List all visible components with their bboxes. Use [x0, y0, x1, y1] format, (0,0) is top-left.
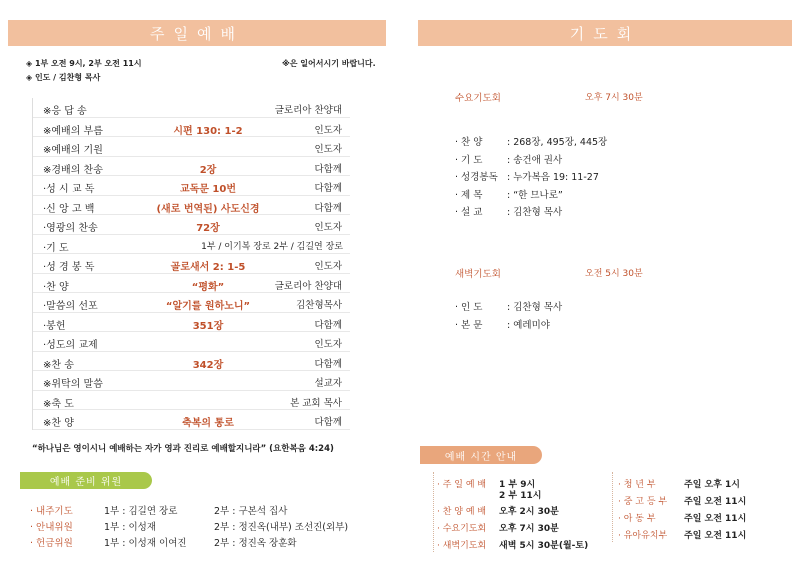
order-row	[33, 98, 350, 118]
wed-item-value: : 268장, 495장, 445장	[507, 137, 608, 148]
order-row	[33, 293, 350, 313]
order-item-content: “알기를 원하노니”	[165, 301, 251, 312]
order-item-responsible: 다함께	[314, 202, 342, 214]
service-time-line: ◈ 1부 오전 9시, 2부 오전 11시	[26, 59, 142, 68]
order-item-responsible: 인도자	[314, 339, 342, 350]
staff-label: · 안내위원	[30, 522, 73, 533]
wed-item-value: : 김찬형 목사	[507, 207, 563, 218]
wed-item-label: · 제 목	[455, 189, 483, 201]
order-row	[33, 196, 350, 216]
order-item-responsible: 인도자	[314, 222, 342, 233]
staff-second-service: 2부 : 정진옥 장훈화	[214, 538, 297, 549]
schedule-label: · 중 고 등 부	[618, 497, 668, 507]
order-item-content: 교독문 10번	[179, 184, 237, 195]
wed-item-label: · 설 교	[455, 207, 483, 218]
dawn-time: 오전 5시 30분	[585, 269, 643, 279]
schedule-label: · 새벽기도회	[437, 541, 487, 551]
schedule-time: 주일 오전 11시	[684, 514, 747, 524]
sunday-service-header: 주일예배	[8, 20, 386, 46]
staff-second-service: 2부 : 정진옥(내부) 조선진(외부)	[214, 522, 349, 533]
schedule-time: 오후 2시 30분	[499, 507, 559, 517]
wed-item-value: : 송건애 권사	[507, 154, 563, 166]
order-item-responsible: 글로리아 찬양대	[274, 280, 342, 292]
order-item-name: ※예배의 부름	[43, 125, 103, 137]
order-item-name: ·찬 양	[43, 281, 69, 293]
schedule-label: · 찬 양 예 배	[437, 507, 487, 517]
order-row	[33, 332, 350, 352]
order-item-responsible: 본 교회 목사	[290, 397, 342, 409]
schedule-row	[618, 494, 746, 507]
wed-item-label: · 기 도	[455, 154, 483, 166]
wed-item-value: : “한 므나로”	[507, 189, 563, 201]
schedule-label: · 수요기도회	[437, 524, 487, 534]
order-item-content: 1부 / 이기복 장로 2부 / 김길연 장로	[201, 241, 343, 252]
order-item-content: (새로 번역된) 사도신경	[156, 203, 260, 215]
schedule-time: 오후 7시 30분	[499, 524, 559, 534]
schedule-row	[618, 477, 740, 490]
schedule-time: 2 부 11시	[499, 491, 542, 501]
schedule-row	[437, 488, 541, 501]
order-item-responsible: 다함께	[314, 358, 342, 370]
schedule-time: 주일 오후 1시	[684, 480, 740, 490]
order-item-name: ※예배의 기원	[43, 145, 103, 156]
order-row	[33, 410, 350, 430]
order-row	[33, 274, 350, 294]
staff-title-badge: 예배 준비 위원	[20, 472, 152, 489]
order-item-responsible: 다함께	[314, 319, 342, 331]
staff-first-service: 1부 : 이성재 이여진	[104, 538, 187, 549]
order-item-name: ※응 답 송	[43, 106, 87, 117]
schedule-divider-right	[612, 472, 613, 542]
schedule-time: 주일 오전 11시	[684, 531, 747, 541]
wed-title: 수요기도회	[455, 93, 501, 104]
order-item-responsible: 김찬형목사	[296, 300, 342, 311]
schedule-label: · 아 동 부	[618, 514, 656, 524]
service-time-text: 1부 오전 9시, 2부 오전 11시	[34, 59, 142, 68]
order-item-content: 72장	[196, 223, 220, 234]
schedule-title-badge: 예배 시간 안내	[420, 446, 542, 464]
schedule-label: · 유아유치부	[618, 531, 668, 541]
staff-first-service: 1부 : 김길연 장로	[104, 506, 178, 517]
schedule-row	[618, 528, 746, 541]
staff-label: · 헌금위원	[30, 538, 73, 549]
order-item-name: ※찬 송	[43, 359, 74, 371]
wed-item-label: · 성경봉독	[455, 172, 498, 183]
schedule-row	[437, 521, 559, 534]
order-row	[33, 254, 350, 274]
order-item-content: 351장	[192, 320, 224, 332]
dawn-title: 새벽기도회	[455, 269, 501, 280]
order-item-name: ·신 앙 고 백	[43, 203, 95, 215]
order-row	[33, 176, 350, 196]
order-row	[33, 352, 350, 372]
order-item-content: 축복의 통로	[182, 418, 234, 429]
order-item-responsible: 인도자	[314, 261, 342, 272]
order-item-content: 시편 130: 1-2	[173, 125, 243, 137]
order-item-responsible: 다함께	[314, 163, 342, 175]
order-item-name: ·성 경 봉 독	[43, 262, 95, 273]
order-item-responsible: 인도자	[314, 144, 342, 155]
order-item-responsible: 다함께	[314, 183, 342, 194]
order-item-name: ·성 시 교 독	[43, 184, 95, 195]
order-item-responsible: 글로리아 찬양대	[274, 105, 342, 116]
order-item-responsible: 다함께	[314, 417, 342, 428]
staff-label: · 내주기도	[30, 506, 73, 517]
schedule-time: 1 부 9시	[499, 480, 536, 490]
schedule-label: · 주 일 예 배	[437, 480, 487, 490]
dawn-item-label: · 인 도	[455, 302, 483, 313]
order-item-name: ·성도의 교제	[43, 340, 98, 351]
staff-first-service: 1부 : 이성재	[104, 522, 156, 533]
order-row	[33, 391, 350, 411]
order-item-content: 342장	[192, 359, 224, 371]
schedule-row	[618, 511, 746, 524]
order-of-service	[32, 98, 350, 430]
stand-note: ※은 일어서시기 바랍니다.	[282, 59, 376, 68]
order-row	[33, 118, 350, 138]
order-item-name: ·봉헌	[43, 320, 66, 332]
dawn-item-label: · 본 문	[455, 319, 483, 331]
prayer-meeting-header: 기도회	[418, 20, 792, 46]
order-item-name: ※위탁의 말씀	[43, 379, 103, 390]
wed-item-value: : 누가복음 19: 11-27	[507, 172, 599, 183]
order-row	[33, 137, 350, 157]
order-item-name: ·기 도	[43, 242, 69, 254]
order-row	[33, 313, 350, 333]
staff-second-service: 2부 : 구본석 집사	[214, 506, 288, 517]
order-item-name: ※찬 양	[43, 418, 74, 429]
wed-time: 오후 7시 30분	[585, 93, 643, 103]
wed-item-label: · 찬 양	[455, 137, 483, 148]
schedule-time: 주일 오전 11시	[684, 497, 747, 507]
leader-line: ◈ 인도 / 김찬형 목사	[26, 73, 101, 82]
schedule-row	[437, 538, 588, 551]
schedule-row	[437, 504, 559, 517]
order-item-responsible: 설교자	[314, 378, 342, 389]
order-item-name: ·영광의 찬송	[43, 223, 98, 234]
order-item-responsible: 인도자	[314, 124, 342, 136]
order-row	[33, 235, 350, 255]
schedule-time: 새벽 5시 30분(월-토)	[499, 541, 589, 551]
dawn-item-value: : 예레미야	[507, 319, 550, 331]
order-item-name: ·말씀의 선포	[43, 301, 98, 312]
order-row	[33, 157, 350, 177]
order-item-content: 골로새서 2: 1-5	[170, 262, 246, 273]
order-item-name: ※경배의 찬송	[43, 164, 103, 176]
leader-text: 인도 / 김찬형 목사	[34, 73, 101, 82]
order-item-content: “평화”	[191, 281, 225, 293]
schedule-divider-left	[433, 472, 434, 552]
order-item-name: ※축 도	[43, 398, 74, 410]
order-row	[33, 371, 350, 391]
order-row	[33, 215, 350, 235]
order-item-content: 2장	[199, 164, 217, 176]
schedule-label: · 청 년 부	[618, 480, 656, 490]
scripture-quote: “하나님은 영이시니 예배하는 자가 영과 진리로 예배할지니라” (요한복음 4:24)	[32, 444, 334, 454]
dawn-item-value: : 김찬형 목사	[507, 302, 563, 313]
